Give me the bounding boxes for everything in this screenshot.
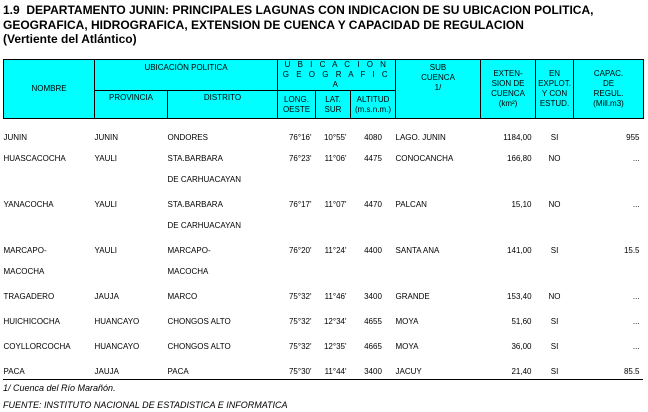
- cell-lat: [316, 361, 351, 386]
- cell-explot: [536, 148, 574, 194]
- cell-explot-text: SI: [550, 341, 559, 351]
- cell-provincia-text: YAULI: [94, 153, 118, 163]
- cell-lat-text: 11°44': [324, 366, 347, 376]
- footnote: 1/ Cuenca del Río Marañón.: [3, 383, 116, 393]
- cell-alt-text: 4655: [364, 316, 382, 326]
- cell-nombre: [4, 286, 95, 311]
- table-row: [4, 240, 644, 286]
- header-extension: [481, 60, 536, 119]
- cell-lat-text: 11°06': [324, 153, 347, 163]
- cell-capac-text: ...: [632, 153, 640, 163]
- header-ubicacion-politica: UBICACIÓN POLITICA: [95, 60, 278, 91]
- cell-distrito: [168, 286, 278, 311]
- cell-subcuenca-text: LAGO. JUNIN: [395, 132, 446, 142]
- cell-nombre: [4, 361, 95, 386]
- header-alt: [351, 91, 396, 119]
- cell-explot: [536, 194, 574, 240]
- header-lat-2: SUR: [324, 104, 342, 114]
- cell-explot-text: NO: [548, 291, 561, 301]
- cell-subcuenca: [396, 336, 481, 361]
- table-spacer-row: [4, 119, 644, 127]
- header-extension-1: EXTEN-: [493, 69, 523, 78]
- cell-explot: [536, 311, 574, 336]
- cell-alt-text: 3400: [364, 366, 382, 376]
- cell-nombre-text: HUASCACOCHA: [3, 153, 66, 163]
- cell-provincia-text: HUANCAYO: [94, 341, 140, 351]
- cell-distrito: [168, 127, 278, 148]
- cell-explot: [536, 361, 574, 386]
- cell-subcuenca: [396, 148, 481, 194]
- cell-distrito: [168, 361, 278, 386]
- cell-lat: [316, 286, 351, 311]
- cell-subcuenca: [396, 286, 481, 311]
- header-extension-4: (km²): [498, 99, 518, 108]
- header-distrito: DISTRITO: [168, 91, 278, 119]
- header-capac-4: (Mill.m3): [593, 99, 624, 108]
- title-number: 1.9: [3, 3, 20, 17]
- cell-lat-text: 12°34': [323, 316, 347, 326]
- cell-capac: [574, 240, 644, 286]
- cell-alt: [351, 194, 396, 240]
- cell-distrito-text: CHONGOS ALTO: [167, 316, 231, 326]
- cell-extension-text: 51,60: [511, 316, 532, 326]
- header-ubicacion-geo-1: U B I C A C I O N: [284, 60, 389, 69]
- header-ubicacion-geografica: [278, 60, 396, 91]
- header-capac-1: CAPAC.: [593, 69, 624, 78]
- cell-extension-text: 166,80: [507, 153, 532, 163]
- cell-subcuenca-text: GRANDE: [395, 291, 430, 301]
- cell-subcuenca: [396, 240, 481, 286]
- cell-provincia-text: JUNIN: [94, 132, 119, 142]
- cell-provincia: [95, 148, 168, 194]
- cell-nombre-text: YANACOCHA: [3, 199, 54, 209]
- cell-long: [278, 336, 316, 361]
- cell-lat-text: 11°07': [324, 199, 347, 209]
- cell-lat-text: 10°55': [323, 132, 347, 142]
- cell-nombre-text: JUNIN: [3, 132, 28, 142]
- cell-capac: [574, 127, 644, 148]
- cell-long: [278, 240, 316, 286]
- header-extension-3: CUENCA: [491, 89, 525, 98]
- cell-explot: [536, 336, 574, 361]
- cell-subcuenca-text: MOYA: [395, 341, 419, 351]
- cell-distrito: [168, 148, 278, 194]
- cell-extension-text: 21,40: [511, 366, 532, 376]
- cell-nombre-text: TRAGADERO: [3, 291, 55, 301]
- cell-capac-text: ...: [632, 316, 640, 326]
- cell-capac: [574, 194, 644, 240]
- cell-subcuenca-text: JACUY: [395, 366, 422, 376]
- cell-extension: [481, 336, 536, 361]
- cell-provincia-text: HUANCAYO: [94, 316, 140, 326]
- cell-long: [278, 311, 316, 336]
- header-nombre: NOMBRE: [4, 60, 95, 119]
- cell-alt-text: 4665: [364, 341, 382, 351]
- cell-subcuenca: [396, 127, 481, 148]
- cell-distrito: [168, 311, 278, 336]
- cell-subcuenca: [396, 194, 481, 240]
- cell-long: [278, 127, 316, 148]
- cell-subcuenca: [396, 311, 481, 336]
- cell-explot-text: NO: [548, 199, 561, 209]
- cell-alt-text: 4475: [364, 153, 382, 163]
- cell-explot: [536, 286, 574, 311]
- cell-distrito-text: DE CARHUACAYAN: [167, 174, 241, 184]
- cell-capac-text: ...: [632, 291, 640, 301]
- cell-lat-text: 12°35': [323, 341, 347, 351]
- cell-capac-text: 15.5: [623, 245, 640, 255]
- cell-distrito: [168, 240, 278, 286]
- table-row: [4, 311, 644, 336]
- cell-distrito-text: PACA: [167, 366, 189, 376]
- cell-nombre: [4, 311, 95, 336]
- table-body: [4, 119, 644, 386]
- table-row: [4, 127, 644, 148]
- cell-extension: [481, 286, 536, 311]
- cell-nombre: [4, 127, 95, 148]
- cell-capac: [574, 148, 644, 194]
- cell-distrito: [168, 194, 278, 240]
- cell-alt-text: 4080: [364, 132, 382, 142]
- table-row: [4, 194, 644, 240]
- cell-alt: [351, 148, 396, 194]
- cell-distrito-text: ONDORES: [167, 132, 208, 142]
- cell-lat: [316, 336, 351, 361]
- cell-distrito-text: MARCAPO-: [167, 245, 211, 255]
- cell-long-text: 75°32': [288, 341, 312, 351]
- header-provincia: PROVINCIA: [95, 91, 168, 119]
- cell-extension: [481, 194, 536, 240]
- cell-nombre-text: COYLLORCOCHA: [3, 341, 71, 351]
- cell-lat: [316, 148, 351, 194]
- table-row: [4, 148, 644, 194]
- cell-lat-text: 11°24': [324, 245, 347, 255]
- header-capac-2: DE: [602, 79, 615, 88]
- table-header: [4, 60, 644, 119]
- header-capac: [574, 60, 644, 119]
- cell-nombre-text: MARCAPO-: [3, 245, 47, 255]
- cell-provincia-text: YAULI: [94, 245, 118, 255]
- cell-provincia: [95, 240, 168, 286]
- cell-extension: [481, 361, 536, 386]
- cell-lat: [316, 311, 351, 336]
- cell-distrito-text: MARCO: [167, 291, 198, 301]
- cell-long-text: 76°16': [288, 132, 312, 142]
- table-bottom-rule: [3, 379, 643, 380]
- cell-nombre-text: MACOCHA: [3, 266, 45, 276]
- cell-subcuenca-text: PALCAN: [395, 199, 427, 209]
- cell-distrito-text: CHONGOS ALTO: [167, 341, 231, 351]
- cell-long-text: 75°30': [288, 366, 312, 376]
- cell-provincia: [95, 194, 168, 240]
- cell-long: [278, 286, 316, 311]
- header-explot-1: EN: [548, 69, 561, 78]
- cell-capac-text: 85.5: [623, 366, 640, 376]
- spacer-cell: [4, 119, 644, 127]
- cell-alt: [351, 127, 396, 148]
- cell-alt: [351, 286, 396, 311]
- header-extension-2: SION DE: [491, 79, 525, 88]
- lakes-table: [3, 59, 644, 386]
- cell-alt-text: 4400: [364, 245, 382, 255]
- cell-extension: [481, 148, 536, 194]
- cell-distrito-text: STA.BARBARA: [167, 199, 223, 209]
- cell-capac: [574, 361, 644, 386]
- cell-long-text: 76°23': [288, 153, 312, 163]
- cell-nombre-text: HUICHICOCHA: [3, 316, 60, 326]
- cell-alt: [351, 336, 396, 361]
- header-explot: [536, 60, 574, 119]
- cell-distrito-text: MACOCHA: [167, 266, 209, 276]
- cell-explot-text: SI: [550, 366, 559, 376]
- cell-capac-text: 955: [626, 132, 640, 142]
- cell-explot-text: SI: [550, 316, 559, 326]
- cell-alt: [351, 361, 396, 386]
- cell-long-text: 76°20': [288, 245, 312, 255]
- cell-extension-text: 15,10: [511, 199, 532, 209]
- cell-provincia-text: JAUJA: [94, 291, 119, 301]
- header-sub-cuenca: [396, 60, 481, 119]
- title-line-3: (Vertiente del Atlántico): [3, 32, 137, 46]
- header-alt-1: ALTITUD: [356, 94, 390, 104]
- cell-subcuenca-text: MOYA: [395, 316, 419, 326]
- cell-capac-text: ...: [632, 199, 640, 209]
- header-lat: [316, 91, 351, 119]
- cell-nombre: [4, 148, 95, 194]
- cell-subcuenca-text: SANTA ANA: [395, 245, 440, 255]
- cell-lat: [316, 240, 351, 286]
- cell-extension: [481, 127, 536, 148]
- cell-long-text: 76°17': [288, 199, 312, 209]
- cell-alt: [351, 240, 396, 286]
- table-row: [4, 286, 644, 311]
- cell-alt-text: 3400: [364, 291, 382, 301]
- cell-distrito: [168, 336, 278, 361]
- header-capac-3: REGUL.: [593, 89, 624, 98]
- cell-explot-text: SI: [550, 132, 559, 142]
- header-sub-cuenca-2: CUENCA: [421, 73, 455, 82]
- cell-extension: [481, 311, 536, 336]
- cell-nombre: [4, 336, 95, 361]
- header-explot-4: ESTUD.: [539, 99, 570, 108]
- cell-provincia: [95, 361, 168, 386]
- cell-nombre: [4, 194, 95, 240]
- source-note: FUENTE: INSTITUTO NACIONAL DE ESTADISTICA E INFORMATICA: [3, 400, 288, 410]
- cell-nombre-text: PACA: [3, 366, 25, 376]
- header-alt-2: (m.s.n.m.): [355, 104, 391, 114]
- cell-long: [278, 194, 316, 240]
- header-sub-cuenca-3: 1/: [434, 83, 442, 92]
- title-line-2: GEOGRAFICA, HIDROGRAFICA, EXTENSION DE CUENCA Y CAPACIDAD DE REGULACION: [3, 17, 524, 32]
- cell-subcuenca: [396, 361, 481, 386]
- title-line-1: DEPARTAMENTO JUNIN: PRINCIPALES LAGUNAS CON INDICACION DE SU UBICACION POLITICA,: [26, 3, 594, 17]
- cell-distrito-text: STA.BARBARA: [167, 153, 223, 163]
- cell-provincia: [95, 127, 168, 148]
- cell-explot: [536, 240, 574, 286]
- cell-capac: [574, 336, 644, 361]
- cell-long-text: 75°32': [288, 316, 312, 326]
- header-long-2: OESTE: [282, 104, 311, 114]
- cell-provincia: [95, 286, 168, 311]
- cell-provincia: [95, 311, 168, 336]
- cell-long-text: 75°32': [288, 291, 312, 301]
- cell-lat-text: 11°46': [324, 291, 347, 301]
- cell-provincia-text: JAUJA: [94, 366, 119, 376]
- cell-capac: [574, 311, 644, 336]
- cell-provincia-text: YAULI: [94, 199, 118, 209]
- cell-extension-text: 141,00: [507, 245, 532, 255]
- cell-explot-text: NO: [548, 153, 561, 163]
- cell-long: [278, 361, 316, 386]
- header-lat-1: LAT.: [325, 94, 341, 104]
- table-row: [4, 336, 644, 361]
- cell-nombre: [4, 240, 95, 286]
- cell-provincia: [95, 336, 168, 361]
- cell-subcuenca-text: CONOCANCHA: [395, 153, 454, 163]
- cell-long: [278, 148, 316, 194]
- cell-explot: [536, 127, 574, 148]
- cell-lat: [316, 194, 351, 240]
- header-explot-2: EXPLOT.: [538, 79, 571, 88]
- header-ubicacion-geo-2: G E O G R A F I C A: [282, 70, 391, 89]
- cell-explot-text: SI: [550, 245, 559, 255]
- header-long: [278, 91, 316, 119]
- cell-extension: [481, 240, 536, 286]
- table-row: [4, 361, 644, 386]
- cell-extension-text: 36,00: [511, 341, 532, 351]
- cell-lat: [316, 127, 351, 148]
- cell-alt: [351, 311, 396, 336]
- header-sub-cuenca-1: SUB: [429, 63, 447, 72]
- cell-extension-text: 153,40: [507, 291, 532, 301]
- cell-capac-text: ...: [632, 341, 640, 351]
- header-explot-3: Y CON: [541, 89, 568, 98]
- cell-capac: [574, 286, 644, 311]
- document-title: [3, 3, 643, 47]
- header-long-1: LONG.: [284, 94, 309, 104]
- cell-distrito-text: DE CARHUACAYAN: [167, 220, 241, 230]
- cell-extension-text: 1184,00: [503, 132, 532, 142]
- cell-alt-text: 4470: [364, 199, 382, 209]
